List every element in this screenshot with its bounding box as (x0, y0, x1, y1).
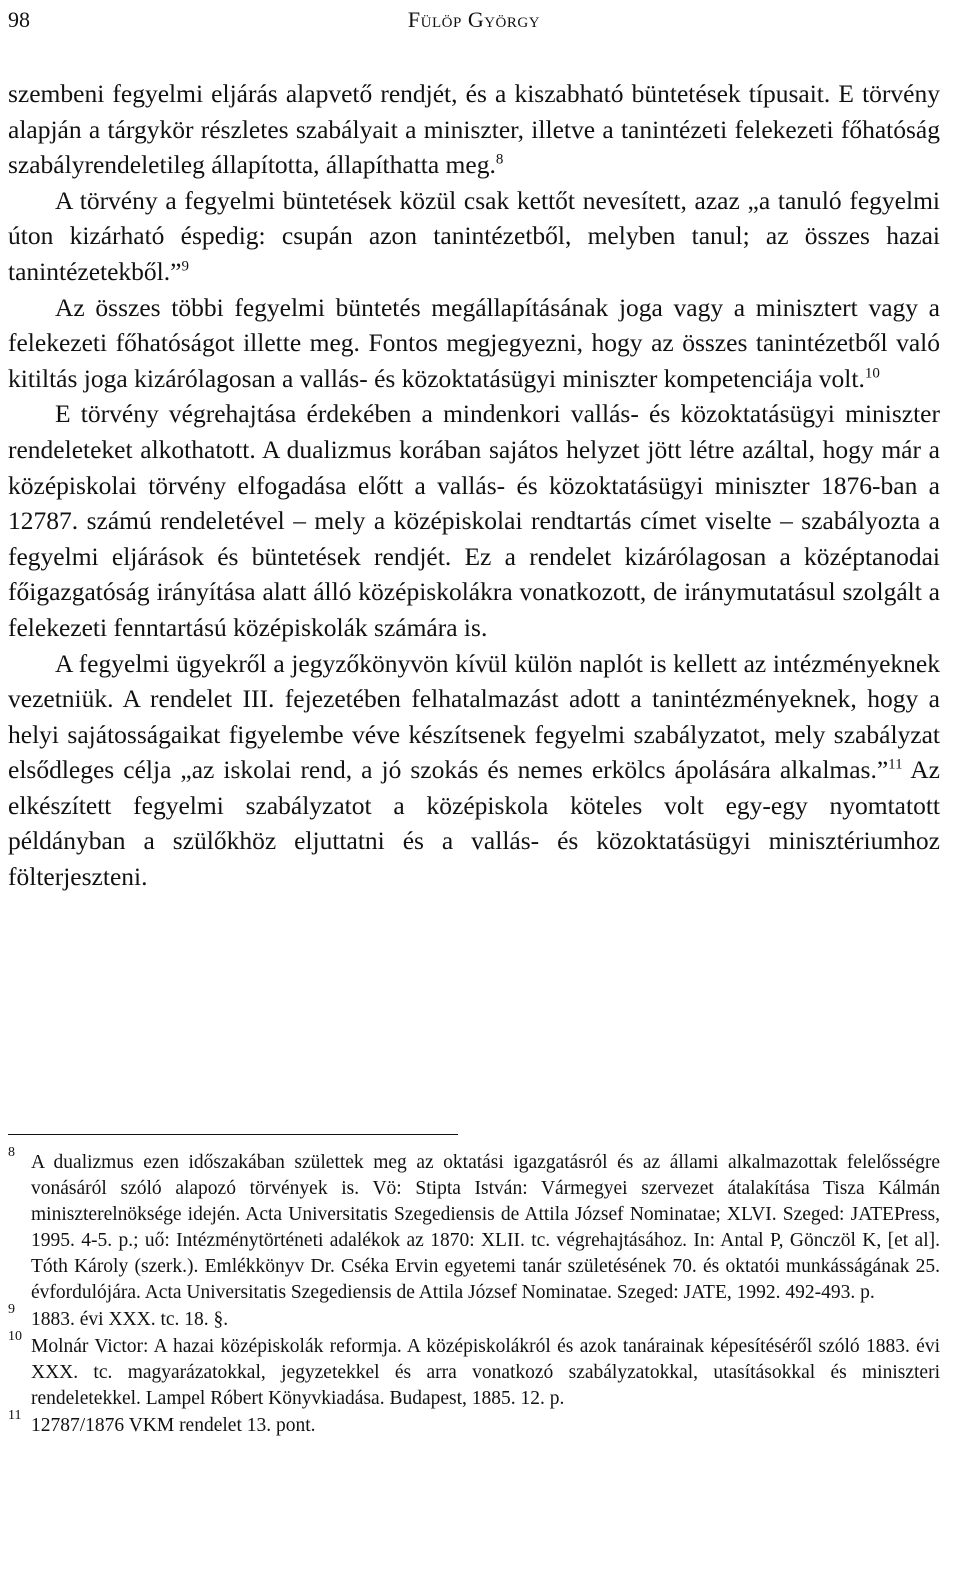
footnote-text: A dualizmus ezen időszakában születtek meg az oktatási igazgatásról és az állami alkalmazottak felelősségre vonásáról szóló alapozó törvények is. Vö: Stipta István: Vármegyei szervezet átalakítása Tisza Kálmán miniszterelnöksége idején. Acta Universitatis Szegediensis de Attila József Nominatae; XLVI. Szeged: JATEPress, 1995. 4-5. p.; uő: Intézménytörténeti adalékok az 1870: XLII. tc. végrehajtásához. In: Antal P, Gönczöl K, [et al]. Tóth Károly (szerk.). Emlékkönyv Dr. Cséka Ervin egyetemi tanár születésének 70. és oktatói munkásságának 25. évfordulójára. Acta Universitatis Szegediensis de Attila József Nominatae. Szeged: JATE, 1992. 492-493. p. (31, 1152, 940, 1303)
footnote-9 (8, 1302, 940, 1333)
footnote-ref-8[interactable]: 8 (495, 151, 504, 168)
footnote-text: 1883. évi XXX. tc. 18. §. (31, 1309, 229, 1330)
paragraph-1 (8, 76, 940, 183)
paragraph-text: A törvény a fegyelmi büntetések közül csak kettőt nevesített, azaz „a tanuló fegyelmi úton kizárható éspedig: csupán azon tanintézetből, melyben tanul; az összes hazai tanintézetekből.” (8, 185, 940, 286)
footnote-8 (8, 1145, 940, 1306)
paragraph-text: szembeni fegyelmi eljárás alapvető rendjét, és a kiszabható büntetések típusait. E törvény alapján a tárgykör részletes szabályait a miniszter, illetve a tanintézeti felekezeti főhatóság szabályrendeletileg állapította, állapíthatta meg. (8, 79, 940, 180)
footnote-text: Molnár Victor: A hazai középiskolák reformja. A középiskolákról és azok tanárainak képesítéséről szóló 1883. évi XXX. tc. magyarázatokkal, jegyzetekkel és arra vonatkozó szabályzatokkal, utasításokkal és miniszteri rendeletekkel. Lampel Róbert Könyvkiadása. Budapest, 1885. 12. p. (31, 1336, 940, 1409)
footnote-number: 8 (8, 1145, 15, 1160)
paragraph-text: A fegyelmi ügyekről a jegyzőkönyvön kívül külön naplót is kellett az intézményeknek vezetniük. A rendelet III. fejezetében felhatalmazást adott a tanintézményeknek, hogy a helyi sajátosságaikat figyelembe véve készítsenek fegyelmi szabályzatot, mely szabályzat elsődleges célja „az iskolai rend, a jó szokás és nemes erkölcs ápolására alkalmas.” (8, 648, 940, 785)
footnote-divider (8, 1134, 458, 1135)
page-header (8, 2, 940, 38)
footnote-ref-10[interactable]: 10 (864, 365, 880, 382)
paragraph-3 (8, 290, 940, 397)
footnote-10 (8, 1329, 940, 1412)
footnote-ref-11[interactable]: 11 (888, 756, 903, 773)
paragraph-text: Az elkészített fegyelmi szabályzatot a középiskola köteles volt egy-egy nyomtatott példányban a szülőkhöz eljuttatni és a vallás- és közoktatásügyi minisztériumhoz fölterjeszteni. (8, 755, 940, 892)
footnote-ref-9[interactable]: 9 (181, 258, 189, 275)
footnote-text: 12787/1876 VKM rendelet 13. pont. (31, 1415, 316, 1436)
paragraph-2 (8, 183, 940, 290)
page-number: 98 (8, 7, 30, 32)
footnote-number: 10 (8, 1329, 22, 1344)
footnotes (8, 1145, 940, 1440)
paragraph-text: E törvény végrehajtása érdekében a mindenkori vallás- és közoktatásügyi miniszter rendeleteket alkothatott. A dualizmus korában sajátos helyzet jött létre azáltal, hogy már a középiskolai törvény elfogadása előtt a vallás- és közoktatásügyi miniszter 1876-ban a 12787. számú rendeletével – mely a középiskolai rendtartás címet viselte – szabályozta a fegyelmi eljárások és büntetések rendjét. Ez a rendelet kizárólagosan a középtanodai főigazgatóság irányítása alatt álló középiskolákra vonatkozott, de iránymutatásul szolgált a felekezeti fenntartású középiskolák számára is. (8, 399, 940, 642)
paragraph-5 (8, 646, 940, 895)
main-text (8, 76, 940, 895)
footnote-number: 11 (8, 1408, 22, 1423)
paragraph-4 (8, 396, 940, 645)
running-title: Fülöp György (407, 7, 541, 32)
paragraph-text: Az összes többi fegyelmi büntetés megállapításának joga vagy a minisztert vagy a felekezeti főhatóságot illette meg. Fontos megjegyezni, hogy az összes tanintézetből való kitiltás joga kizárólagosan a vallás- és közoktatásügyi miniszter kompetenciája volt. (8, 292, 940, 393)
footnote-number: 9 (8, 1302, 15, 1317)
footnote-11 (8, 1408, 940, 1439)
